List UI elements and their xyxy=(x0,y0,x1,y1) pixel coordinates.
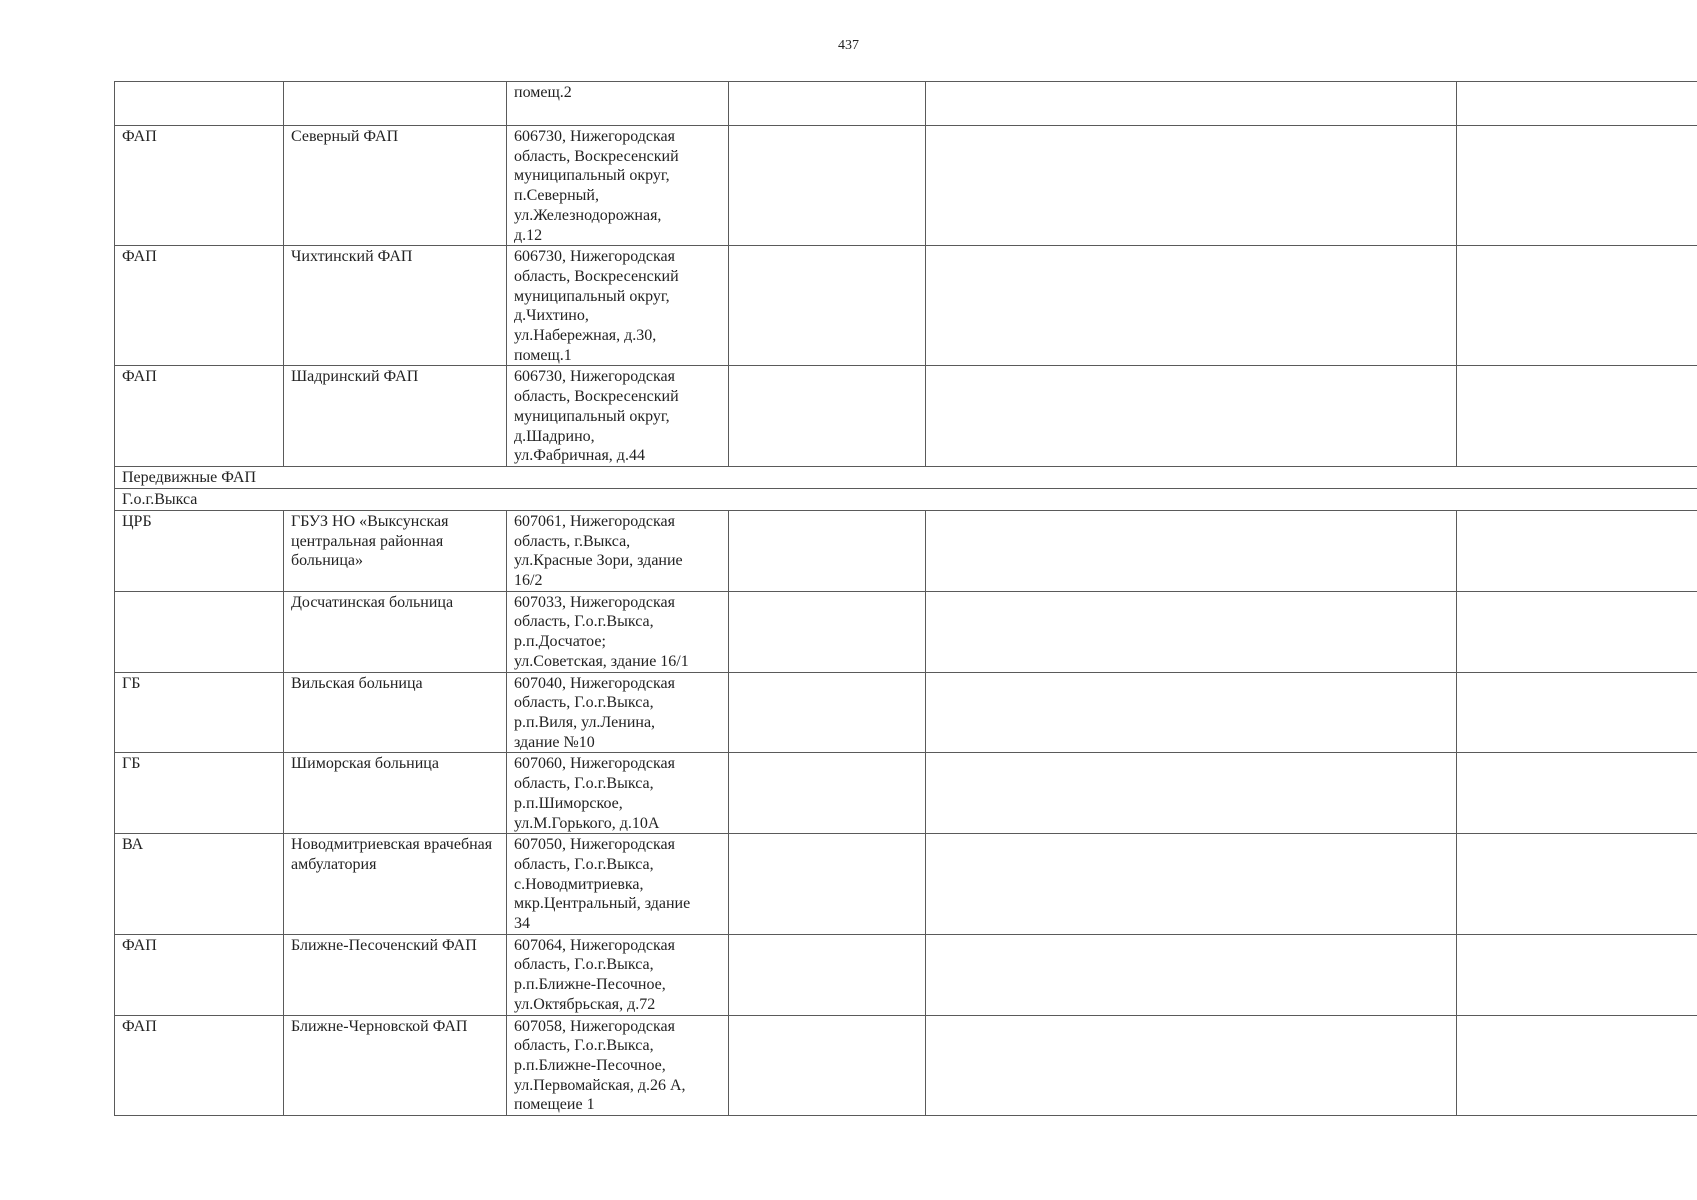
cell-address xyxy=(507,126,729,246)
table-row xyxy=(115,1015,1697,1116)
address-line: ул.Советская, здание 16/1 xyxy=(514,652,689,670)
address-line: р.п.Виля, ул.Ленина, xyxy=(514,713,656,731)
cell-empty xyxy=(1457,672,1697,753)
cell-type: ФАП xyxy=(115,1015,284,1116)
cell-address xyxy=(507,510,729,591)
address-line: 607040, Нижегородская xyxy=(514,674,675,692)
cell-empty xyxy=(1457,934,1697,1015)
page-number: 437 xyxy=(838,38,859,53)
cell-name: Ближне-Черновской ФАП xyxy=(284,1015,507,1116)
cell-empty xyxy=(729,246,926,366)
cell-empty xyxy=(926,672,1457,753)
cell-name: Чихтинский ФАП xyxy=(284,246,507,366)
cell-empty xyxy=(926,591,1457,672)
address-line: с.Новодмитриевка, xyxy=(514,875,644,893)
address-line: ул.Красные Зори, здание xyxy=(514,552,683,570)
cell-address xyxy=(507,82,729,126)
cell-type: ФАП xyxy=(115,934,284,1015)
cell-empty xyxy=(729,82,926,126)
cell-type: ФАП xyxy=(115,366,284,467)
cell-name: Ближне-Песоченский ФАП xyxy=(284,934,507,1015)
address-line: р.п.Ближне-Песочное, xyxy=(514,1056,666,1074)
facilities-table-body xyxy=(115,82,1697,1116)
table-row xyxy=(115,82,1697,126)
address-line: ул.Набережная, д.30, xyxy=(514,327,657,345)
address-line: р.п.Досчатое; xyxy=(514,633,606,651)
section-heading: Г.о.г.Выкса xyxy=(115,488,1697,510)
address-line: область, Воскресенский xyxy=(514,267,679,285)
cell-empty xyxy=(1457,753,1697,834)
table-row xyxy=(115,246,1697,366)
address-line: 16/2 xyxy=(514,572,543,590)
cell-address xyxy=(507,246,729,366)
address-line: область, Г.о.г.Выкса, xyxy=(514,1037,654,1055)
address-line: область, Г.о.г.Выкса, xyxy=(514,694,654,712)
address-line: ул.Железнодорожная, xyxy=(514,206,662,224)
address-line: р.п.Ближне-Песочное, xyxy=(514,976,666,994)
cell-empty xyxy=(1457,591,1697,672)
table-row xyxy=(115,366,1697,467)
cell-name xyxy=(284,82,507,126)
cell-name: ГБУЗ НО «Выксунская центральная районная больница» xyxy=(284,510,507,591)
cell-name: Шиморская больница xyxy=(284,753,507,834)
cell-type: ФАП xyxy=(115,126,284,246)
table-row xyxy=(115,834,1697,935)
cell-empty xyxy=(926,82,1457,126)
cell-empty xyxy=(729,672,926,753)
address-line: область, Г.о.г.Выкса, xyxy=(514,613,654,631)
section-heading: Передвижные ФАП xyxy=(115,466,1697,488)
cell-empty xyxy=(926,753,1457,834)
address-line: д.Шадрино, xyxy=(514,427,595,445)
address-line: 607058, Нижегородская xyxy=(514,1017,675,1035)
address-line: 607060, Нижегородская xyxy=(514,755,675,773)
cell-empty xyxy=(729,126,926,246)
address-line: ул.М.Горького, д.10А xyxy=(514,814,660,832)
cell-type: ЦРБ xyxy=(115,510,284,591)
cell-address xyxy=(507,934,729,1015)
section-row xyxy=(115,488,1697,510)
address-line: 606730, Нижегородская xyxy=(514,368,675,386)
cell-empty xyxy=(926,1015,1457,1116)
address-line: помещеие 1 xyxy=(514,1096,595,1114)
address-line: 606730, Нижегородская xyxy=(514,128,675,145)
cell-name: Северный ФАП xyxy=(284,126,507,246)
address-line: помещ.2 xyxy=(514,84,572,101)
address-line: 607033, Нижегородская xyxy=(514,593,675,611)
cell-empty xyxy=(1457,834,1697,935)
address-line: муниципальный округ, xyxy=(514,167,670,185)
cell-empty xyxy=(1457,82,1697,126)
cell-empty xyxy=(1457,366,1697,467)
address-line: область, Воскресенский xyxy=(514,147,679,165)
address-line: ул.Первомайская, д.26 А, xyxy=(514,1076,686,1094)
cell-name: Вильская больница xyxy=(284,672,507,753)
table-row xyxy=(115,753,1697,834)
address-line: область, Г.о.г.Выкса, xyxy=(514,956,654,974)
cell-address xyxy=(507,834,729,935)
address-line: область, Г.о.г.Выкса, xyxy=(514,775,654,793)
cell-empty xyxy=(1457,510,1697,591)
address-line: р.п.Шиморское, xyxy=(514,794,623,812)
cell-name: Шадринский ФАП xyxy=(284,366,507,467)
address-line: 607050, Нижегородская xyxy=(514,836,675,854)
address-line: 34 xyxy=(514,915,530,933)
address-line: муниципальный округ, xyxy=(514,287,670,305)
cell-address xyxy=(507,753,729,834)
address-line: область, г.Выкса, xyxy=(514,532,631,550)
address-line: муниципальный округ, xyxy=(514,407,670,425)
address-line: ул.Фабричная, д.44 xyxy=(514,447,645,465)
table-row xyxy=(115,510,1697,591)
table-row xyxy=(115,672,1697,753)
section-row xyxy=(115,466,1697,488)
cell-type xyxy=(115,591,284,672)
cell-type: ФАП xyxy=(115,246,284,366)
cell-type xyxy=(115,82,284,126)
address-line: здание №10 xyxy=(514,733,595,751)
cell-address xyxy=(507,591,729,672)
cell-empty xyxy=(729,934,926,1015)
address-line: область, Воскресенский xyxy=(514,388,679,406)
address-line: помещ.1 xyxy=(514,346,572,364)
address-line: 606730, Нижегородская xyxy=(514,248,675,266)
cell-type: ГБ xyxy=(115,672,284,753)
address-line: мкр.Центральный, здание xyxy=(514,895,691,913)
cell-empty xyxy=(926,834,1457,935)
cell-address xyxy=(507,1015,729,1116)
cell-empty xyxy=(729,1015,926,1116)
cell-empty xyxy=(729,834,926,935)
cell-empty xyxy=(729,366,926,467)
table-row xyxy=(115,934,1697,1015)
address-line: область, Г.о.г.Выкса, xyxy=(514,855,654,873)
cell-empty xyxy=(926,510,1457,591)
cell-empty xyxy=(926,934,1457,1015)
cell-name: Досчатинская больница xyxy=(284,591,507,672)
cell-type: ВА xyxy=(115,834,284,935)
table-row xyxy=(115,126,1697,246)
address-line: 607064, Нижегородская xyxy=(514,936,675,954)
cell-address xyxy=(507,366,729,467)
cell-empty xyxy=(1457,1015,1697,1116)
cell-name: Новодмитриевская врачебная амбулатория xyxy=(284,834,507,935)
address-line: п.Северный, xyxy=(514,187,599,205)
cell-empty xyxy=(1457,246,1697,366)
cell-empty xyxy=(729,753,926,834)
cell-empty xyxy=(926,126,1457,246)
address-line: д.12 xyxy=(514,226,543,244)
cell-empty xyxy=(1457,126,1697,246)
cell-address xyxy=(507,672,729,753)
facilities-table xyxy=(114,81,1697,1116)
table-row xyxy=(115,591,1697,672)
address-line: 607061, Нижегородская xyxy=(514,512,675,530)
cell-type: ГБ xyxy=(115,753,284,834)
cell-empty xyxy=(926,366,1457,467)
cell-empty xyxy=(729,510,926,591)
cell-empty xyxy=(729,591,926,672)
address-line: д.Чихтино, xyxy=(514,307,589,325)
cell-empty xyxy=(926,246,1457,366)
address-line: ул.Октябрьская, д.72 xyxy=(514,995,656,1013)
